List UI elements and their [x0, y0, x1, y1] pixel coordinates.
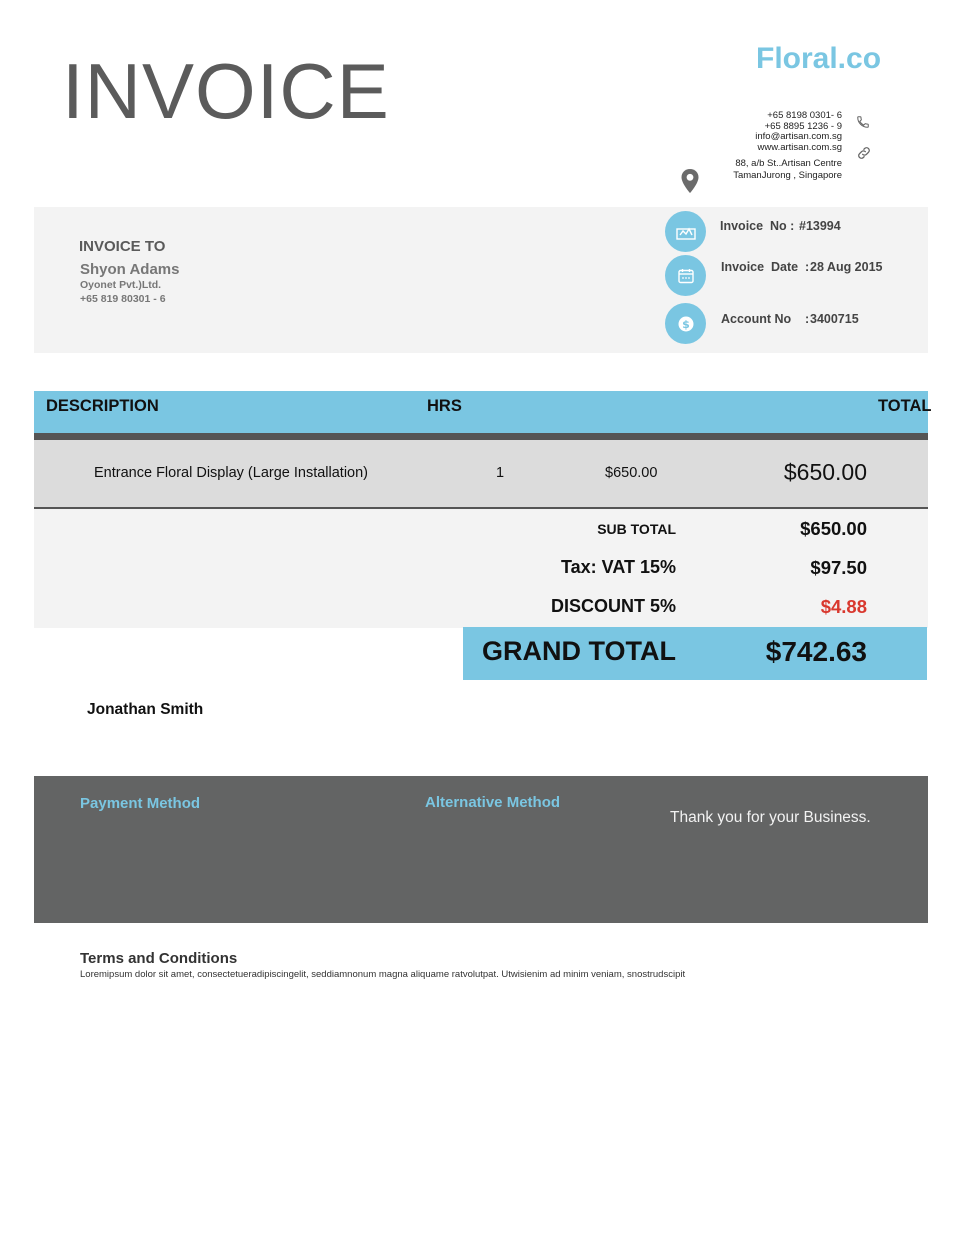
contact-website: www.artisan.com.sg: [757, 142, 842, 153]
contact-email: info@artisan.com.sg: [755, 131, 842, 142]
signer-name: Jonathan Smith: [87, 701, 204, 718]
invoice-date-value: 28 Aug 2015: [810, 260, 883, 274]
tax-value: $97.50: [810, 557, 867, 578]
discount-label: DISCOUNT 5%: [550, 596, 676, 616]
invoice-title: INVOICE: [62, 47, 390, 135]
grand-total-value: $742.63: [765, 636, 867, 667]
client-company: Oyonet Pvt.)Ltd.: [80, 279, 162, 291]
contact-phone-1: +65 8198 0301- 6: [767, 110, 842, 121]
calendar-icon: [665, 255, 706, 296]
account-no-label: Account No :: [721, 312, 810, 326]
terms-text: Loremipsum dolor sit amet, consectetueradipiscingelit, seddiamnonum magna aliquame ratvolutpat. Utwisienim ad minim veniam, snostrudscipit: [80, 969, 686, 980]
table-header-divider: [34, 433, 928, 440]
column-header-total: TOTAL: [878, 397, 932, 415]
account-no-value: 3400715: [810, 312, 859, 326]
item-hrs: 1: [496, 465, 505, 481]
phone-icon: [856, 115, 870, 129]
thank-you-message: Thank you for your Business.: [670, 809, 871, 826]
dollar-icon: [665, 303, 706, 344]
item-rate: $650.00: [605, 465, 658, 481]
brand-logo-text: Floral.co: [756, 42, 882, 75]
column-header-description: DESCRIPTION: [46, 397, 159, 415]
contact-address-2: TamanJurong , Singapore: [733, 170, 842, 181]
discount-value: $4.88: [820, 596, 867, 617]
terms-heading: Terms and Conditions: [80, 950, 238, 967]
item-description: Entrance Floral Display (Large Installation): [94, 465, 369, 481]
invoice-no-value: #13994: [799, 219, 841, 233]
table-header: [34, 391, 928, 433]
contact-address-1: 88, a/b St..Artisan Centre: [735, 158, 842, 169]
contact-phone-2: +65 8895 1236 - 9: [764, 121, 842, 132]
invoice-no-label: Invoice No :: [720, 219, 795, 233]
client-phone: +65 819 80301 - 6: [80, 293, 166, 305]
invoice-to-heading: INVOICE TO: [79, 238, 166, 255]
invoice-icon: [665, 211, 706, 252]
svg-text:$: $: [681, 317, 690, 331]
item-total: $650.00: [783, 459, 867, 485]
invoice-date-label: Invoice Date :: [721, 260, 810, 274]
subtotal-value: $650.00: [800, 518, 867, 539]
subtotal-label: SUB TOTAL: [597, 521, 676, 537]
payment-method-heading: Payment Method: [80, 795, 201, 812]
alternative-method-heading: Alternative Method: [425, 794, 561, 811]
location-pin-icon: [680, 168, 700, 194]
client-name: Shyon Adams: [80, 261, 180, 278]
grand-total-label: GRAND TOTAL: [482, 636, 676, 666]
column-header-hrs: HRS: [427, 397, 462, 415]
tax-label: Tax: VAT 15%: [560, 557, 676, 577]
link-icon: [856, 145, 872, 161]
totals-section: [34, 509, 928, 628]
